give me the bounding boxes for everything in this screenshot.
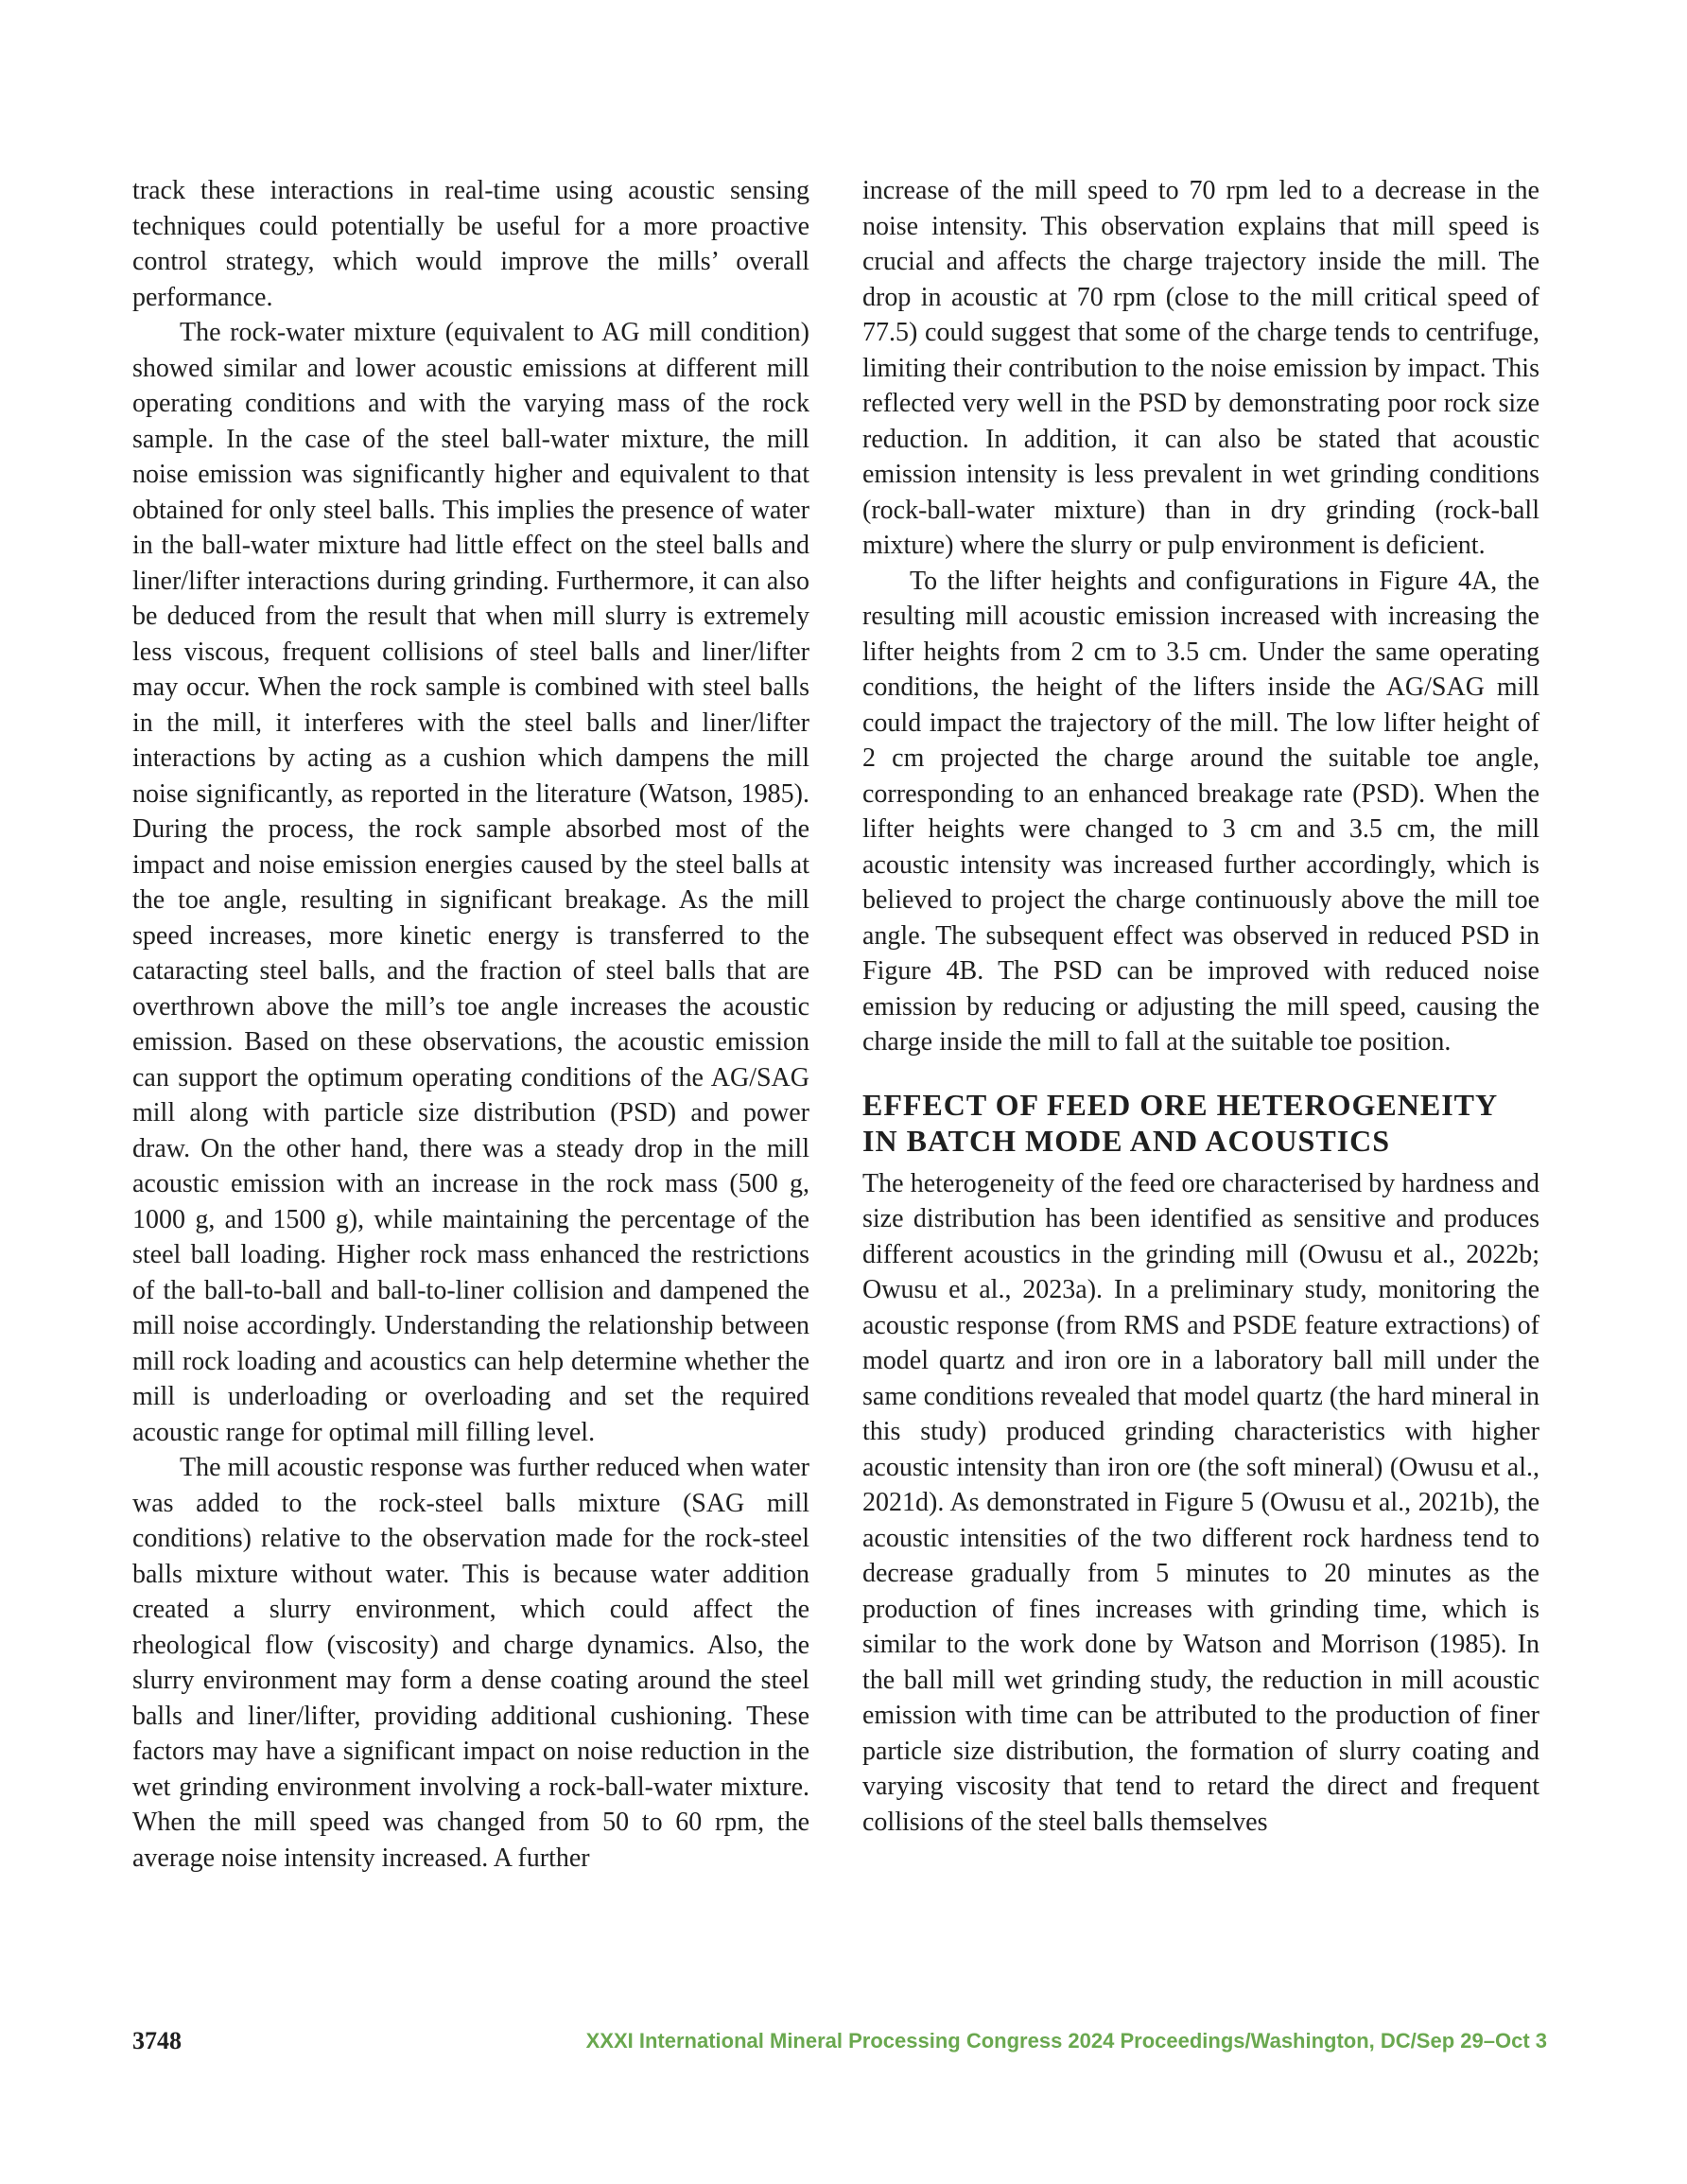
running-footer-title: XXXI International Mineral Processing Congress 2024 Proceedings/Washington, DC/Sep 29–Oct 3 — [585, 2029, 1547, 2053]
body-paragraph: To the lifter heights and configurations in Figure 4A, the resulting mill acoustic emission increased with increasing the lifter heights from 2 cm to 3.5 cm. Under the same operating conditions, the height of the lifters inside the AG/SAG mill could impact the trajectory of the mill. The low lifter height of 2 cm projected the charge around the suitable toe angle, corresponding to an enhanced breakage rate (PSD). When the lifter heights were changed to 3 cm and 3.5 cm, the mill acoustic intensity was increased further accordingly, which is believed to project the charge continuously above the mill toe angle. The subsequent effect was observed in reduced PSD in Figure 4B. The PSD can be improved with reduced noise emission by reducing or adjusting the mill speed, causing the charge inside the mill to fall at the suitable toe position. — [862, 566, 1539, 1057]
section-paragraph: The heterogeneity of the feed ore characterised by hardness and size distribution has been identified as sensitive and produces different acoustics in the grinding mill (Owusu et al., 2022b; Owusu et al., 2023a). In a preliminary study, monitoring the acoustic response (from RMS and PSDE feature extractions) of model quartz and iron ore in a laboratory ball mill under the same conditions revealed that model quartz (the hard mineral in this study) produced grinding characteristics with higher acoustic intensity than iron ore (the soft mineral) (Owusu et al., 2021d). As demonstrated in Figure 5 (Owusu et al., 2021b), the acoustic intensities of the two different rock hardness tend to decrease gradually from 5 minutes to 20 minutes as the production of fines increases with grinding time, which is similar to the work done by Watson and Morrison (1985). In the ball mill wet grinding study, the reduction in mill acoustic emission with time can be attributed to the production of finer particle size distribution, the formation of slurry coating and varying viscosity that tend to retard the direct and frequent collisions of the steel balls themselves — [862, 1168, 1539, 1837]
body-paragraph: increase of the mill speed to 70 rpm led to a decrease in the noise intensity. This observation explains that mill speed is crucial and affects the charge trajectory inside the mill. The drop in acoustic at 70 rpm (close to the mill critical speed of 77.5) could suggest that some of the charge tends to centrifuge, limiting their contribution to the noise emission by impact. This reflected very well in the PSD by demonstrating poor rock size reduction. In addition, it can also be stated that acoustic emission intensity is less prevalent in wet grinding conditions (rock-ball-water mixture) than in dry grinding (rock-ball mixture) where the slurry or pulp environment is deficient. — [862, 176, 1539, 560]
section-heading — [862, 1087, 1539, 1159]
page-footer — [132, 2027, 1547, 2059]
section-heading-line: EFFECT OF FEED ORE HETEROGENEITY — [862, 1087, 1499, 1122]
page-number: 3748 — [132, 2027, 182, 2054]
left-column — [132, 173, 809, 1876]
body-paragraph: The rock-water mixture (equivalent to AG mill condition) showed similar and lower acoustic emissions at different mill operating conditions and with the varying mass of the rock sample. In the case of the steel ball-water mixture, the mill noise emission was significantly higher and equivalent to that obtained for only steel balls. This implies the presence of water in the ball-water mixture had little effect on the steel balls and liner/lifter interactions during grinding. Furthermore, it can also be deduced from the result that when mill slurry is extremely less viscous, frequent collisions of steel balls and liner/lifter may occur. When the rock sample is combined with steel balls in the mill, it interferes with the steel balls and liner/lifter interactions by acting as a cushion which dampens the mill noise significantly, as reported in the literature (Watson, 1985). During the process, the rock sample absorbed most of the impact and noise emission energies caused by the steel balls at the toe angle, resulting in significant breakage. As the mill speed increases, more kinetic energy is transferred to the cataracting steel balls, and the fraction of steel balls that are overthrown above the mill’s toe angle increases the acoustic emission. Based on these observations, the acoustic emission can support the optimum operating conditions of the AG/SAG mill along with particle size distribution (PSD) and power draw. On the other hand, there was a steady drop in the mill acoustic emission with an increase in the rock mass (500 g, 1000 g, and 1500 g), while maintaining the percentage of the steel ball loading. Higher rock mass enhanced the restrictions of the ball-to-ball and ball-to-liner collision and dampened the mill noise accordingly. Understanding the relationship between mill rock loading and acoustics can help determine whether the mill is underloading or overloading and set the required acoustic range for optimal mill filling level. — [132, 318, 809, 1447]
right-column — [862, 173, 1539, 1840]
body-paragraph: track these interactions in real-time using acoustic sensing techniques could potentially be useful for a more proactive control strategy, which would improve the mills’ overall performance. — [132, 176, 809, 312]
section-heading-line: IN BATCH MODE AND ACOUSTICS — [862, 1123, 1391, 1158]
body-paragraph: The mill acoustic response was further reduced when water was added to the rock-steel balls mixture (SAG mill conditions) relative to the observation made for the rock-steel balls mixture without water. This is because water addition created a slurry environment, which could affect the rheological flow (viscosity) and charge dynamics. Also, the slurry environment may form a dense coating around the steel balls and liner/lifter, providing additional cushioning. These factors may have a significant impact on noise reduction in the wet grinding environment involving a rock-ball-water mixture. When the mill speed was changed from 50 to 60 rpm, the average noise intensity increased. A further — [132, 1453, 809, 1873]
